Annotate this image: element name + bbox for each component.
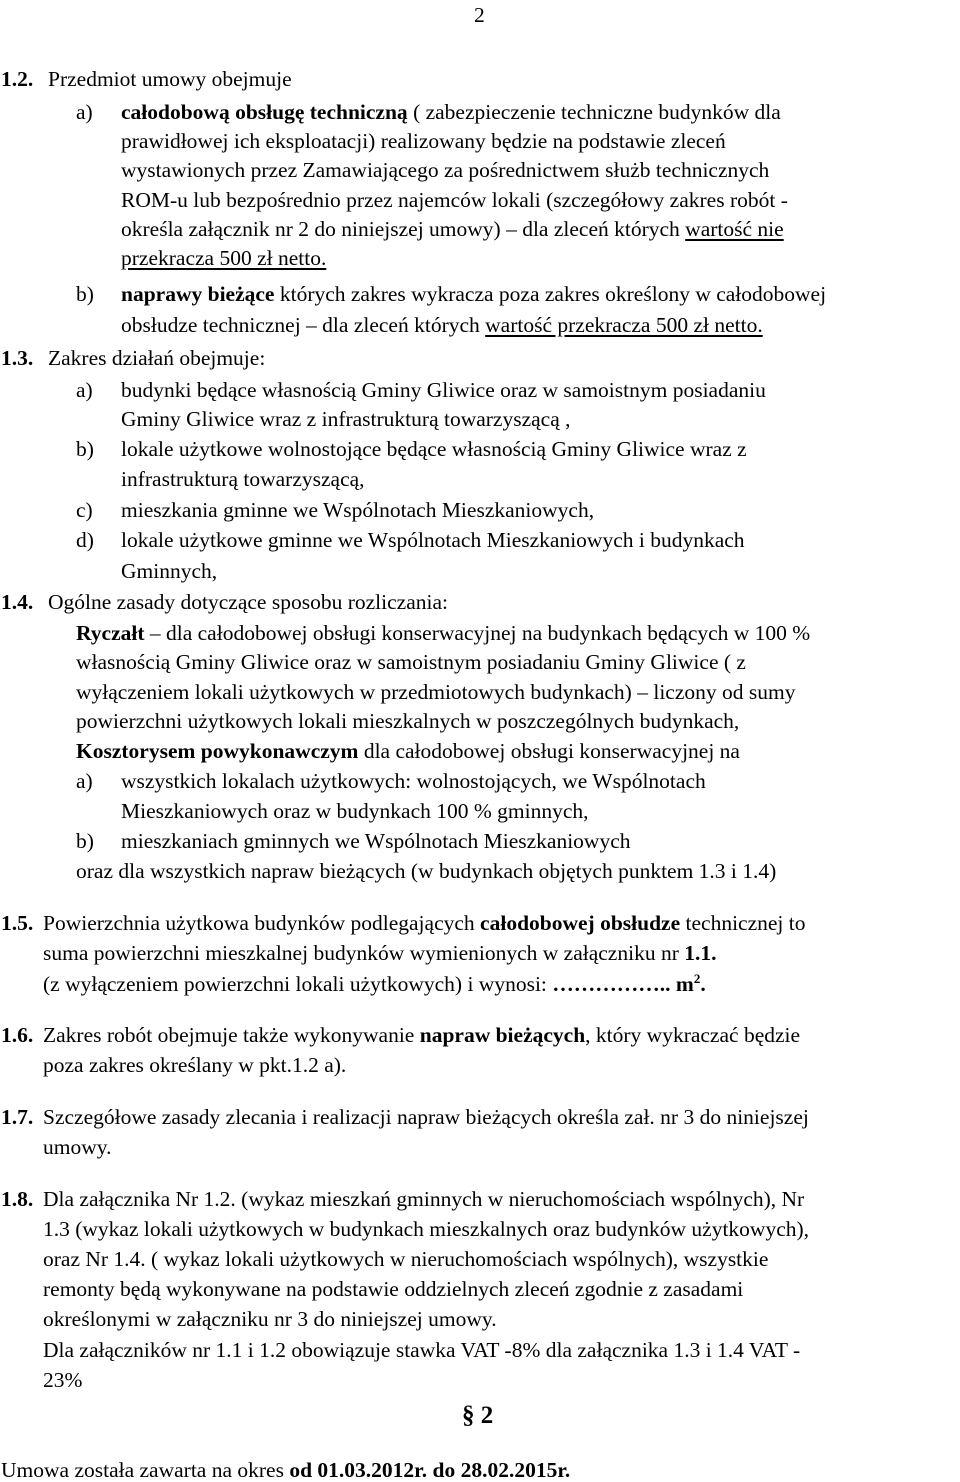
item-1-3-d-line-1: lokale użytkowe gminne we Wspólnotach Mieszkaniowych i budynkach: [121, 528, 745, 552]
item-1-3-c-line-1: mieszkania gminne we Wspólnotach Mieszkaniowych,: [121, 498, 595, 522]
section-1-8-line-1: Dla załącznika Nr 1.2. (wykaz mieszkań gminnych w nieruchomościach wspólnych), Nr: [43, 1187, 805, 1211]
section-1-8-line-3: oraz Nr 1.4. ( wykaz lokali użytkowych w nieruchomościach wspólnych), wszystkie: [43, 1247, 769, 1271]
item-1-2-a-line-5: określa załącznik nr 2 do niniejszej umowy) – dla zleceń których wartość nie: [121, 217, 784, 241]
page-number: 2: [474, 3, 485, 27]
section-1-8-line-6: Dla załączników nr 1.1 i 1.2 obowiązuje stawka VAT -8% dla załącznika 1.3 i 1.4 VAT -: [43, 1338, 801, 1362]
ryczalt-line-4: powierzchni użytkowych lokali mieszkalnych w poszczególnych budynkach,: [76, 709, 740, 733]
item-a-label: a): [76, 769, 93, 793]
section-1-7-number: 1.7.: [1, 1105, 34, 1129]
section-1-4-closing: oraz dla wszystkich napraw bieżących (w budynkach objętych punktem 1.3 i 1.4): [76, 859, 777, 883]
section-1-3-number: 1.3.: [1, 346, 34, 370]
item-c-label: c): [76, 498, 93, 522]
section-1-5-line-3: (z wyłączeniem powierzchni lokali użytkowych) i wynosi: …………….. $m^2$.: [43, 971, 706, 997]
section-1-6-line-1: Zakres robót obejmuje także wykonywanie napraw bieżących, który wykraczać będzie: [43, 1023, 801, 1047]
section-1-8-line-7: 23%: [43, 1368, 83, 1392]
item-1-4-a-line-2: Mieszkaniowych oraz w budynkach 100 % gminnych,: [121, 799, 589, 823]
item-b-label: b): [76, 282, 94, 306]
section-1-5-line-1: Powierzchnia użytkowa budynków podlegających całodobowej obsłudze technicznej to: [43, 911, 806, 935]
item-1-3-b-line-2: infrastrukturą towarzyszącą,: [121, 467, 365, 491]
section-1-5-line-2: suma powierzchni mieszkalnej budynków wymienionych w załączniku nr 1.1.: [43, 941, 717, 965]
item-1-2-b-line-1: naprawy bieżące których zakres wykracza poza zakres określony w całodobowej: [121, 282, 827, 306]
item-1-3-b-line-1: lokale użytkowe wolnostojące będące własnością Gminy Gliwice wraz z: [121, 437, 747, 461]
item-1-2-a-line-1: całodobową obsługę techniczną ( zabezpieczenie techniczne budynków dla: [121, 100, 781, 124]
item-1-4-a-line-1: wszystkich lokalach użytkowych: wolnostojących, we Wspólnotach: [121, 769, 706, 793]
item-1-2-b-line-2: obsłudze technicznej – dla zleceń których wartość przekracza 500 zł netto.: [121, 313, 763, 337]
item-1-2-a-line-6: przekracza 500 zł netto.: [121, 246, 327, 270]
section-1-6-number: 1.6.: [1, 1023, 34, 1047]
item-d-label: d): [76, 528, 94, 552]
item-b-label: b): [76, 829, 94, 853]
ryczalt-line-3: wyłączeniem lokali użytkowych w przedmiotowych budynkach) – liczony od sumy: [76, 680, 796, 704]
contract-period-line: Umowa została zawarta na okres od 01.03.2012r. do 28.02.2015r.: [1, 1458, 571, 1482]
section-heading: § 2: [462, 1402, 494, 1429]
section-1-4-number: 1.4.: [1, 590, 34, 614]
item-1-3-a-line-2: Gminy Gliwice wraz z infrastrukturą towarzyszącą ,: [121, 407, 571, 431]
section-1-3-intro: Zakres działań obejmuje:: [48, 346, 266, 370]
item-1-2-a-line-4: ROM-u lub bezpośrednio przez najemców lokali (szczegółowy zakres robót -: [121, 188, 788, 212]
section-1-4-intro: Ogólne zasady dotyczące sposobu rozliczania:: [48, 590, 448, 614]
item-b-label: b): [76, 437, 94, 461]
item-1-2-a-line-2: prawidłowej ich eksploatacji) realizowany będzie na podstawie zleceń: [121, 129, 726, 153]
section-1-2-intro: Przedmiot umowy obejmuje: [48, 67, 292, 91]
item-1-4-b-line-1: mieszkaniach gminnych we Wspólnotach Mieszkaniowych: [121, 829, 631, 853]
section-1-5-number: 1.5.: [1, 911, 34, 935]
item-a-label: a): [76, 100, 93, 124]
section-1-8-line-5: określonymi w załączniku nr 3 do niniejszej umowy.: [43, 1307, 497, 1331]
ryczalt-line-2: własnością Gminy Gliwice oraz w samoistnym posiadaniu Gminy Gliwice ( z: [76, 650, 746, 674]
section-1-8-number: 1.8.: [1, 1187, 34, 1211]
ryczalt-line-1: Ryczałt – dla całodobowej obsługi konserwacyjnej na budynkach będących w 100 %: [76, 621, 811, 645]
section-1-6-line-2: poza zakres określany w pkt.1.2 a).: [43, 1053, 347, 1077]
section-1-7-line-2: umowy.: [43, 1135, 112, 1159]
kosztorys-line-1: Kosztorysem powykonawczym dla całodobowej obsługi konserwacyjnej na: [76, 739, 740, 763]
section-1-8-line-2: 1.3 (wykaz lokali użytkowych w budynkach mieszkalnych oraz budynków użytkowych),: [43, 1217, 810, 1241]
item-1-3-d-line-2: Gminnych,: [121, 559, 218, 583]
section-1-2-number: 1.2.: [1, 67, 34, 91]
item-a-label: a): [76, 378, 93, 402]
section-1-8-line-4: remonty będą wykonywane na podstawie oddzielnych zleceń zgodnie z zasadami: [43, 1277, 744, 1301]
item-1-2-a-line-3: wystawionych przez Zamawiającego za pośrednictwem służb technicznych: [121, 158, 770, 182]
item-1-3-a-line-1: budynki będące własnością Gminy Gliwice oraz w samoistnym posiadaniu: [121, 378, 766, 402]
section-1-7-line-1: Szczegółowe zasady zlecania i realizacji napraw bieżących określa zał. nr 3 do niniejszej: [43, 1105, 809, 1129]
